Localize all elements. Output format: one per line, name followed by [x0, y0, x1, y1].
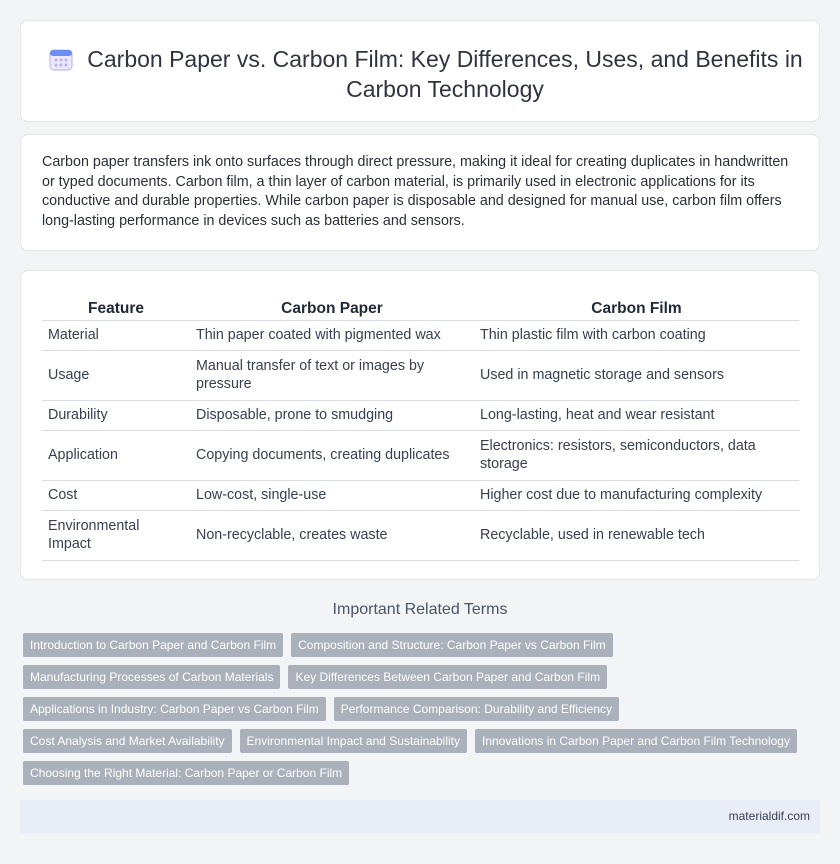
- related-term-tag[interactable]: Innovations in Carbon Paper and Carbon Film Technology: [475, 729, 797, 753]
- related-term-tag[interactable]: Composition and Structure: Carbon Paper vs Carbon Film: [291, 633, 612, 657]
- row-carbon-film: Recyclable, used in renewable tech: [474, 510, 799, 560]
- table-row: [42, 480, 799, 510]
- site-name[interactable]: materialdif.com: [728, 809, 810, 823]
- row-carbon-film: Used in magnetic storage and sensors: [474, 350, 799, 400]
- row-carbon-film: Long-lasting, heat and wear resistant: [474, 400, 799, 430]
- column-header-feature: Feature: [42, 298, 190, 320]
- table-row: [42, 400, 799, 430]
- row-carbon-paper: Non-recyclable, creates waste: [190, 510, 474, 560]
- row-carbon-paper: Copying documents, creating duplicates: [190, 430, 474, 480]
- related-term-tag[interactable]: Manufacturing Processes of Carbon Materials: [23, 665, 280, 689]
- related-terms-list: [23, 633, 823, 793]
- related-terms-heading: Important Related Terms: [332, 601, 508, 618]
- page-title: Carbon Paper vs. Carbon Film: Key Differences, Uses, and Benefits in Carbon Technology: [87, 46, 803, 102]
- summary-paragraph: Carbon paper transfers ink onto surfaces through direct pressure, making it ideal for creating duplicates in handwritten or typed documents. Carbon film, a thin layer of carbon material, is primarily used in electronic applications for its conductive and durable properties. While carbon paper is disposable and designed for manual use, carbon film offers long-lasting performance in devices such as batteries and sensors.: [42, 154, 789, 229]
- row-feature: Environmental Impact: [42, 510, 190, 560]
- row-feature: Material: [42, 320, 190, 350]
- title-card: [20, 20, 820, 122]
- related-term-tag[interactable]: Cost Analysis and Market Availability: [23, 729, 232, 753]
- row-carbon-paper: Manual transfer of text or images by pressure: [190, 350, 474, 400]
- row-feature: Durability: [42, 400, 190, 430]
- row-carbon-paper: Low-cost, single-use: [190, 480, 474, 510]
- row-feature: Cost: [42, 480, 190, 510]
- footer: [20, 800, 820, 833]
- related-term-tag[interactable]: Performance Comparison: Durability and Efficiency: [334, 697, 619, 721]
- row-carbon-paper: Thin paper coated with pigmented wax: [190, 320, 474, 350]
- comparison-card: [20, 270, 820, 580]
- row-carbon-film: Thin plastic film with carbon coating: [474, 320, 799, 350]
- row-feature: Application: [42, 430, 190, 480]
- column-header-carbon-paper: Carbon Paper: [190, 298, 474, 320]
- related-term-tag[interactable]: Key Differences Between Carbon Paper and Carbon Film: [288, 665, 607, 689]
- summary-card: [20, 134, 820, 251]
- table-row: [42, 430, 799, 480]
- related-term-tag[interactable]: Introduction to Carbon Paper and Carbon Film: [23, 633, 283, 657]
- related-term-tag[interactable]: Applications in Industry: Carbon Paper vs Carbon Film: [23, 697, 326, 721]
- related-term-tag[interactable]: Choosing the Right Material: Carbon Paper or Carbon Film: [23, 761, 349, 785]
- table-row: [42, 510, 799, 560]
- related-term-tag[interactable]: Environmental Impact and Sustainability: [240, 729, 467, 753]
- calendar-icon: [49, 47, 73, 71]
- row-carbon-film: Electronics: resistors, semiconductors, data storage: [474, 430, 799, 480]
- row-feature: Usage: [42, 350, 190, 400]
- row-carbon-paper: Disposable, prone to smudging: [190, 400, 474, 430]
- row-carbon-film: Higher cost due to manufacturing complexity: [474, 480, 799, 510]
- comparison-table: [42, 298, 799, 561]
- column-header-carbon-film: Carbon Film: [474, 298, 799, 320]
- table-row: [42, 350, 799, 400]
- table-row: [42, 320, 799, 350]
- table-header-row: [42, 298, 799, 320]
